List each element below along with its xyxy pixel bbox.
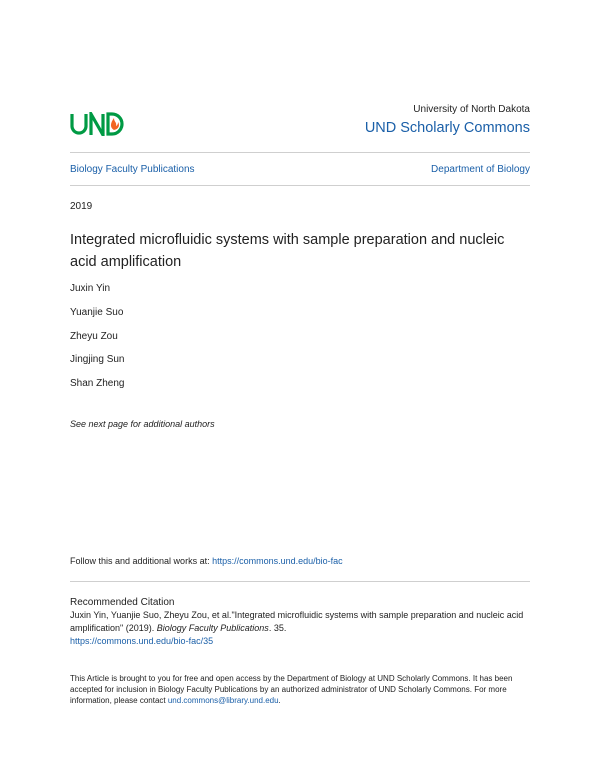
follow-line [70,556,343,566]
author-name: Shan Zheng [70,378,125,389]
notice-text: This Article is brought to you for free and open access by the Department of Biology at UND Scholarly Commons. It has been accepted for inclusion in Biology Faculty Publications by an authorized administrator of UND Scholarly Commons. For more information, please contact [70,674,513,705]
recommended-citation-heading: Recommended Citation [70,597,175,608]
publication-year: 2019 [70,201,93,212]
contact-email-link[interactable]: und.commons@library.und.edu [167,696,279,705]
header-divider [70,152,530,153]
biology-faculty-publications-link[interactable]: Biology Faculty Publications [70,164,195,175]
citation-number: . 35. [268,623,287,633]
follow-text: Follow this and additional works at: [70,556,213,566]
open-access-notice [70,673,540,706]
university-name: University of North Dakota [413,104,530,115]
author-name: Yuanjie Suo [70,307,124,318]
citation-body: Juxin Yin, Yuanjie Suo, Zheyu Zou, et al."Integrated microfluidic systems with sample preparation and nucleic acid amplification" (2019). [70,610,524,633]
article-title: Integrated microfluidic systems with sample preparation and nucleic acid amplification [70,232,505,270]
scholarly-commons-link[interactable]: UND Scholarly Commons [364,120,530,136]
see-next-page-note: See next page for additional authors [70,419,215,429]
collection-url-link[interactable]: https://commons.und.edu/bio-fac [212,556,343,566]
citation-text [70,609,540,648]
notice-end: . [278,696,281,705]
author-name: Juxin Yin [70,283,111,294]
citation-journal: Biology Faculty Publications [156,623,269,633]
und-logo [70,112,124,136]
author-name: Zheyu Zou [70,331,118,342]
author-name: Jingjing Sun [70,354,125,365]
nav-divider [70,185,530,186]
citation-url-link[interactable]: https://commons.und.edu/bio-fac/35 [70,636,214,646]
department-of-biology-link[interactable]: Department of Biology [431,164,530,175]
citation-divider [70,581,530,582]
